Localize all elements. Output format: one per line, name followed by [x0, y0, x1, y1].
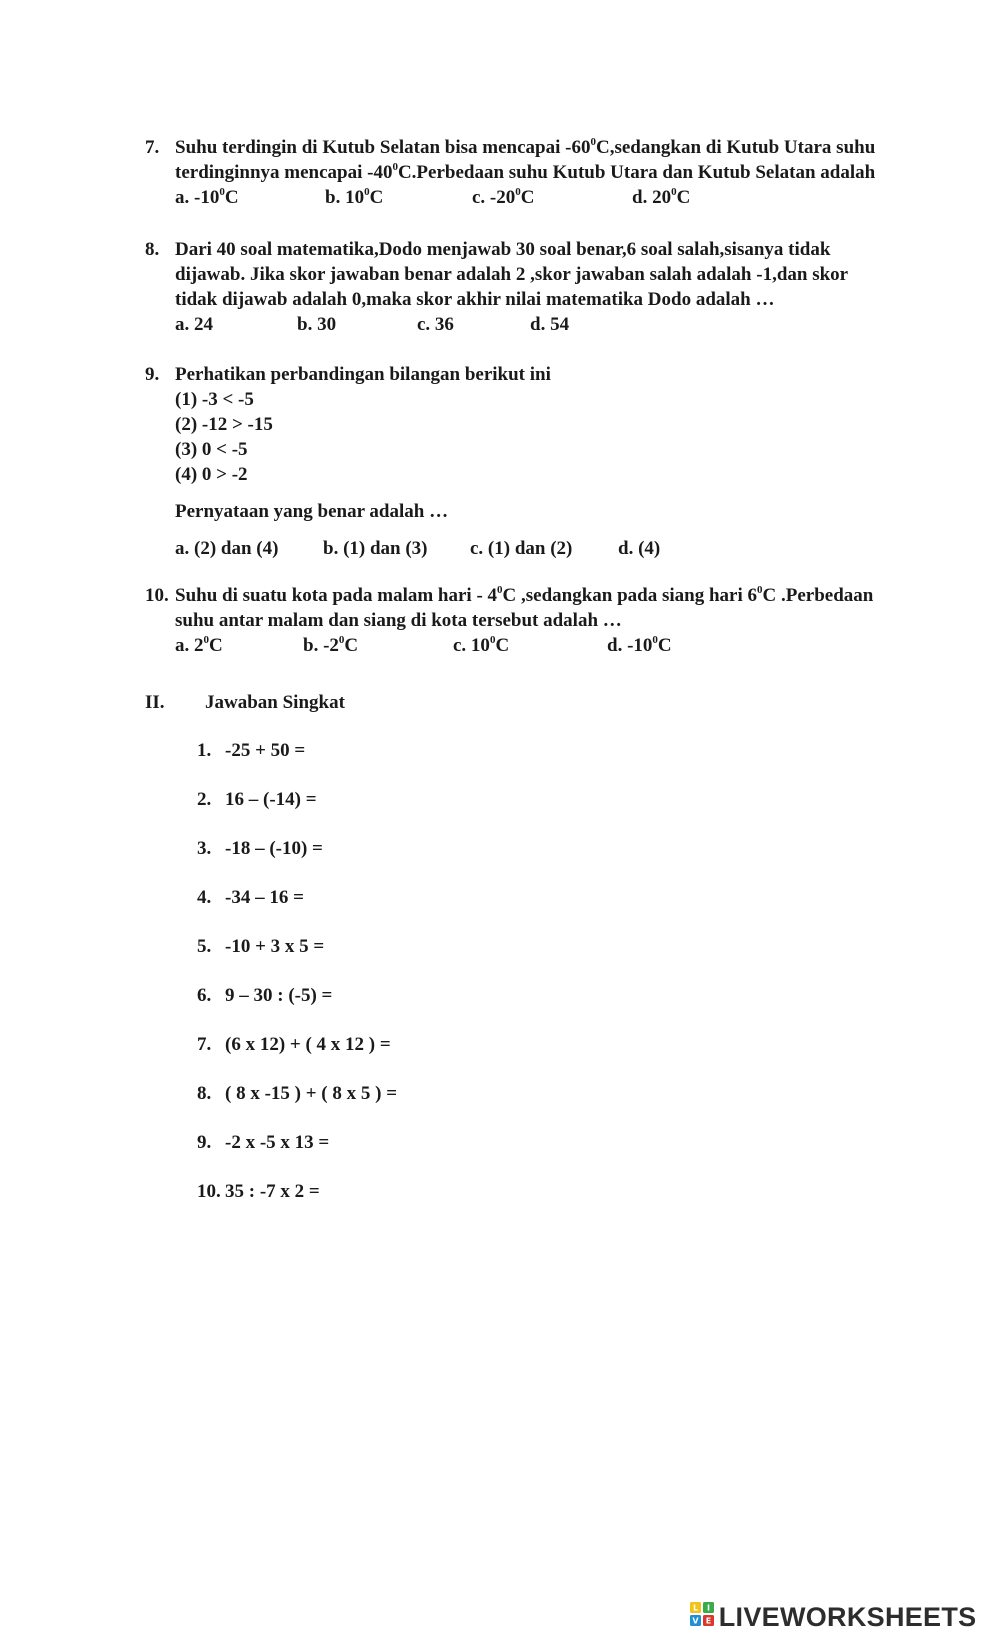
liveworksheets-brand — [690, 1602, 976, 1632]
short-answer-expression[interactable]: 9 – 30 : (-5) = — [225, 985, 333, 1006]
question-text-line: suhu antar malam dan siang di kota tersebut adalah … — [175, 610, 622, 631]
option-d[interactable]: d. $20^0C$ — [632, 186, 691, 208]
short-answer-expression[interactable]: -2 x -5 x 13 = — [225, 1132, 330, 1153]
short-answer-expression[interactable]: (6 x 12) + ( 4 x 12 ) = — [225, 1034, 391, 1055]
comparison-statement: (2) -12 > -15 — [175, 414, 273, 435]
question-prompt: Pernyataan yang benar adalah … — [175, 501, 449, 522]
option-c[interactable]: c. 36 — [417, 314, 454, 335]
short-answer-expression[interactable]: -10 + 3 x 5 = — [225, 936, 325, 957]
option-a[interactable]: a. $2^0C$ — [175, 634, 223, 656]
question-8 — [145, 237, 925, 337]
section-numeral: II. — [145, 692, 165, 713]
short-answer-expression[interactable]: -18 – (-10) = — [225, 838, 323, 859]
option-c[interactable]: c. (1) dan (2) — [470, 538, 573, 559]
answer-options — [175, 633, 925, 658]
liveworksheets-logo-icon — [690, 1602, 714, 1633]
question-number: 8. — [145, 239, 160, 260]
short-answer-item: 5. -10 + 3 x 5 = — [197, 936, 325, 957]
short-answer-item: 4. -34 – 16 = — [197, 887, 304, 908]
question-text-line: tidak dijawab adalah 0,maka skor akhir nilai matematika Dodo adalah … — [175, 289, 775, 310]
svg-text:I: I — [707, 1603, 710, 1613]
option-c[interactable]: c. $10^0C$ — [453, 634, 510, 656]
short-answer-item: 7. (6 x 12) + ( 4 x 12 ) = — [197, 1034, 391, 1055]
short-answer-item: 2. 16 – (-14) = — [197, 789, 317, 810]
svg-text:L: L — [692, 1603, 699, 1613]
short-answer-expression[interactable]: 35 : -7 x 2 = — [225, 1181, 320, 1202]
short-answer-expression[interactable]: ( 8 x -15 ) + ( 8 x 5 ) = — [225, 1083, 398, 1104]
short-answer-item: 9. -2 x -5 x 13 = — [197, 1132, 330, 1153]
option-d[interactable]: d. (4) — [618, 538, 661, 559]
option-c[interactable]: c. $-20^0C$ — [472, 186, 535, 208]
question-7 — [145, 135, 925, 210]
question-text-line: Dari 40 soal matematika,Dodo menjawab 30 soal benar,6 soal salah,sisanya tidak — [175, 239, 831, 260]
short-answer-item: 6. 9 – 30 : (-5) = — [197, 985, 333, 1006]
question-text-line: Perhatikan perbandingan bilangan berikut ini — [175, 364, 551, 385]
comparison-statement: (3) 0 < -5 — [175, 439, 248, 460]
option-b[interactable]: b. (1) dan (3) — [323, 538, 428, 559]
option-b[interactable]: b. 30 — [297, 314, 337, 335]
question-number: 10. — [145, 585, 169, 606]
short-answer-item: 1. -25 + 50 = — [197, 740, 306, 761]
answer-options — [175, 185, 925, 210]
option-d[interactable]: d. 54 — [530, 314, 570, 335]
comparison-statement: (4) 0 > -2 — [175, 464, 248, 485]
svg-text:E: E — [705, 1616, 712, 1626]
question-number: 9. — [145, 364, 160, 385]
question-text-line: Suhu di suatu kota pada malam hari - $4^0C$ ,sedangkan pada siang hari $6^0C$ .Perbedaan — [175, 584, 874, 606]
svg-text:V: V — [692, 1616, 699, 1626]
short-answer-item: 10. 35 : -7 x 2 = — [197, 1181, 320, 1202]
question-number: 7. — [145, 137, 160, 158]
option-a[interactable]: a. (2) dan (4) — [175, 538, 279, 559]
option-b[interactable]: b. $-2^0C$ — [303, 634, 359, 656]
comparison-statement: (1) -3 < -5 — [175, 389, 254, 410]
short-answer-item: 3. -18 – (-10) = — [197, 838, 323, 859]
short-answer-expression[interactable]: 16 – (-14) = — [225, 789, 317, 810]
question-text-line: Suhu terdingin di Kutub Selatan bisa mencapai $-60^0C,sedangkan$ di Kutub Utara suhu — [175, 136, 876, 158]
question-9 — [145, 362, 925, 561]
question-text-line: dijawab. Jika skor jawaban benar adalah 2 ,skor jawaban salah adalah -1,dan skor — [175, 264, 849, 285]
section-title: Jawaban Singkat — [205, 692, 345, 713]
short-answer-expression[interactable]: -25 + 50 = — [225, 740, 306, 761]
answer-options — [175, 312, 925, 337]
option-a[interactable]: a. 24 — [175, 314, 213, 335]
short-answer-item: 8. ( 8 x -15 ) + ( 8 x 5 ) = — [197, 1083, 398, 1104]
question-10 — [145, 583, 925, 658]
brand-wordmark: LIVEWORKSHEETS — [718, 1602, 977, 1632]
option-a[interactable]: a. $-10^0C$ — [175, 186, 239, 208]
option-b[interactable]: b. $10^0C$ — [325, 186, 384, 208]
answer-options — [175, 536, 925, 561]
question-text-line: terdinginnya mencapai $-40^0C.Perbedaan$ suhu Kutub Utara dan Kutub Selatan adalah — [175, 161, 876, 183]
short-answer-expression[interactable]: -34 – 16 = — [225, 887, 304, 908]
option-d[interactable]: d. $-10^0C$ — [607, 634, 672, 656]
